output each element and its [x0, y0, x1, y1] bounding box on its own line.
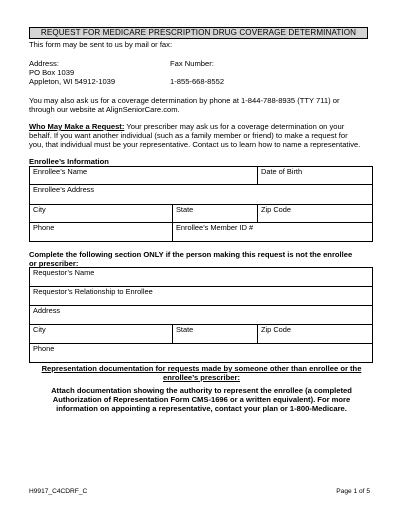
requestor-relationship-field[interactable] [30, 287, 373, 306]
requestor-address-label: Address [33, 306, 61, 315]
representation-body-line-2: Authorization of Representation Form CMS-1696 or a written equivalent). For more [52, 395, 351, 404]
phone-paragraph-line-2: through our website at AlignSeniorCare.com. [29, 105, 180, 114]
enrollee-dob-label: Date of Birth [261, 167, 303, 176]
enrollee-zip-label: Zip Code [261, 205, 291, 214]
mail-fax-intro: This form may be sent to us by mail or fax: [29, 40, 173, 49]
who-may-line-2: behalf. If you want another individual (such as a family member or friend) to make a request for [29, 131, 348, 140]
enrollee-city-field[interactable] [30, 205, 173, 223]
requestor-phone-field[interactable] [30, 344, 373, 363]
enrollee-address-label: Enrollee’s Address [33, 185, 95, 194]
enrollee-info-table [29, 166, 373, 242]
phone-paragraph-line-1: You may also ask us for a coverage determination by phone at 1-844-788-8935 (TTY 711) or [29, 96, 340, 105]
enrollee-phone-field[interactable] [30, 223, 173, 242]
requestor-zip-label: Zip Code [261, 325, 291, 334]
address-line-1: PO Box 1039 [29, 68, 75, 77]
enrollee-city-label: City [33, 205, 46, 214]
page-number: Page 1 of 5 [336, 488, 370, 495]
address-line-2: Appleton, WI 54912-1039 [29, 77, 116, 86]
address-label: Address: [29, 59, 59, 68]
enrollee-dob-field[interactable] [258, 167, 373, 185]
requestor-relationship-label: Requestor’s Relationship to Enrollee [33, 287, 153, 296]
fax-number: 1-855-668-8552 [170, 77, 225, 86]
enrollee-name-label: Enrollee’s Name [33, 167, 88, 176]
representation-heading-line-1: Representation documentation for requests made by someone other than enrollee or the [41, 364, 362, 373]
form-code: H9917_C4CDRF_C [29, 488, 88, 495]
representation-body-line-1: Attach documentation showing the authority to represent the enrollee (a completed [51, 386, 352, 395]
form-title: REQUEST FOR MEDICARE PRESCRIPTION DRUG COVERAGE DETERMINATION [29, 27, 368, 39]
enrollee-phone-label: Phone [33, 223, 55, 232]
who-may-line-3: you, that individual must be your representative. Contact us to learn how to name a representative. [29, 140, 361, 149]
who-may-line-1-text: Your prescriber may ask us for a coverage determination on your [124, 122, 345, 131]
requestor-city-label: City [33, 325, 46, 334]
requestor-address-field[interactable] [30, 306, 373, 325]
requestor-name-field[interactable] [30, 268, 373, 287]
requestor-name-label: Requestor’s Name [33, 268, 95, 277]
enrollee-state-label: State [176, 205, 194, 214]
enrollee-section-heading: Enrollee’s Information [29, 157, 109, 166]
requestor-info-table [29, 267, 373, 363]
who-may-heading: Who May Make a Request: [29, 122, 125, 131]
requestor-zip-field[interactable] [258, 325, 373, 344]
enrollee-address-field[interactable] [30, 185, 373, 205]
requestor-city-field[interactable] [30, 325, 173, 344]
representation-body-line-3: information on appointing a representative, contact your plan or 1-800-Medicare. [56, 404, 347, 413]
enrollee-member-id-field[interactable] [173, 223, 373, 242]
requestor-state-label: State [176, 325, 194, 334]
enrollee-name-field[interactable] [30, 167, 258, 185]
requestor-state-field[interactable] [173, 325, 258, 344]
requestor-section-heading-line-2: or prescriber: [29, 259, 79, 268]
enrollee-zip-field[interactable] [258, 205, 373, 223]
enrollee-state-field[interactable] [173, 205, 258, 223]
representation-heading-line-2: enrollee’s prescriber: [163, 373, 240, 382]
enrollee-member-id-label: Enrollee’s Member ID # [176, 223, 254, 232]
requestor-section-heading-line-1: Complete the following section ONLY if the person making this request is not the enrollee [29, 250, 353, 259]
requestor-phone-label: Phone [33, 344, 55, 353]
fax-label: Fax Number: [170, 59, 214, 68]
